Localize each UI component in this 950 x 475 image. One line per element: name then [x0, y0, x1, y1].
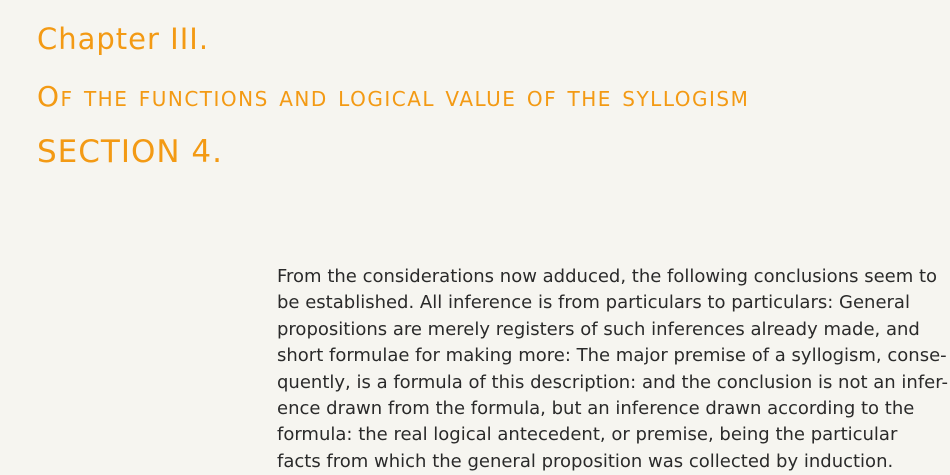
- paragraph-line: propositions are merely registers of such inferences already made, and: [277, 318, 920, 340]
- paragraph-line: short formulae for making more: The major premise of a syllogism, conse-: [277, 345, 947, 367]
- chapter-subtitle: Of the functions and logical value of the syllogism: [37, 80, 750, 113]
- paragraph-line: quently, is a formula of this description: and the conclusion is not an infer-: [277, 371, 948, 393]
- paragraph-line: formula: the real logical antecedent, or premise, being the particular: [277, 424, 898, 446]
- paragraph-line: ence drawn from the formula, but an inference drawn according to the: [277, 398, 915, 420]
- paragraph-line: be established. All inference is from particulars to particulars: General: [277, 292, 910, 314]
- paragraph-line: From the considerations now adduced, the following conclusions seem to: [277, 266, 938, 287]
- section-heading: SECTION 4.: [37, 134, 224, 170]
- paragraph-line: facts from which the general proposition was collected by induction.: [277, 450, 894, 472]
- chapter-title: Chapter III.: [37, 22, 210, 56]
- body-paragraph: [277, 264, 950, 475]
